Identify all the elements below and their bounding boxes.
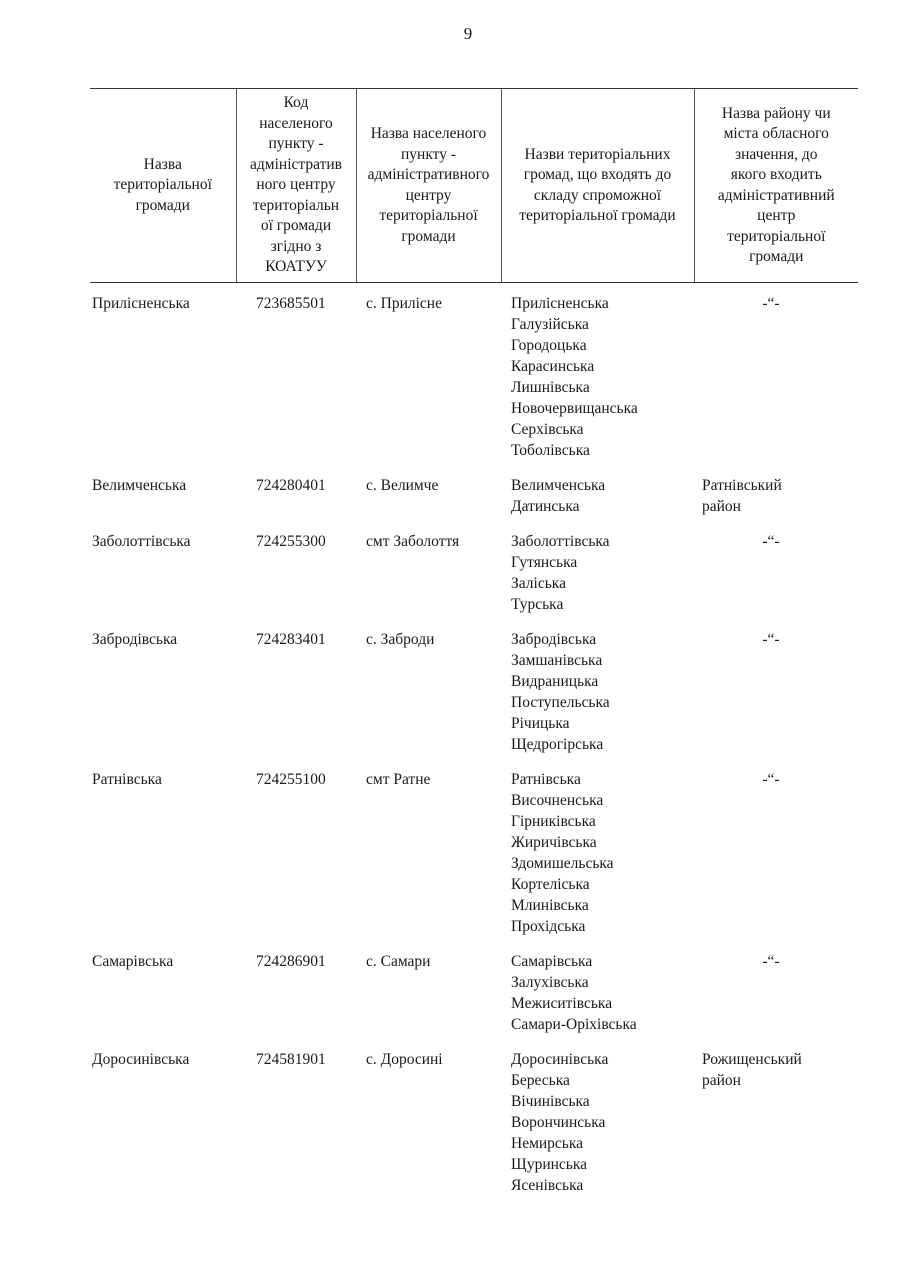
member-community: Жиричівська [511, 834, 597, 851]
koatuu-code-cell: 724283401 [256, 631, 326, 648]
member-community: Залухівська [511, 974, 589, 991]
header-community-name [90, 89, 236, 283]
member-community: Немирська [511, 1135, 584, 1152]
header-line: згідно з [270, 237, 322, 255]
table-body [90, 283, 858, 1211]
member-community: Поступельська [511, 694, 610, 711]
district-ditto-mark [694, 283, 858, 476]
member-community: Щуринська [511, 1156, 588, 1173]
community-name-cell: Велимченська [92, 477, 187, 494]
district-line: -“- [762, 295, 780, 312]
header-line: пункту - [268, 135, 324, 153]
member-communities-cell [501, 1049, 694, 1210]
member-community: Річицька [511, 715, 570, 732]
table-row [90, 531, 858, 629]
member-community: Карасинська [511, 358, 595, 375]
member-community: Галузійська [511, 316, 589, 333]
koatuu-code-cell: 724581901 [256, 1051, 326, 1068]
header-line: ої громади [260, 217, 332, 235]
member-community: Ворончинська [511, 1114, 606, 1131]
koatuu-code-cell: 724255100 [256, 771, 326, 788]
member-community: Самари-Оріхівська [511, 1016, 637, 1033]
district-line: -“- [762, 953, 780, 970]
member-community: Береська [511, 1072, 570, 1089]
community-name-cell: Забродівська [92, 631, 178, 648]
table-row [90, 769, 858, 951]
header-line: Назва району чи [721, 104, 831, 122]
community-name-cell: Ратнівська [92, 771, 162, 788]
header-line: значення, до [735, 145, 818, 163]
table-row [90, 475, 858, 531]
member-community: Замшанівська [511, 652, 603, 669]
community-name-cell: Прилісненська [92, 295, 190, 312]
member-communities-cell [501, 283, 694, 476]
header-line: пункту - [400, 145, 457, 163]
member-community: Велимченська [511, 477, 606, 494]
member-community: Вічинівська [511, 1093, 590, 1110]
header-line: територіальної [113, 176, 212, 194]
district-ditto-mark [694, 769, 858, 951]
header-line: територіальної громади [519, 207, 676, 224]
admin-center-cell: с. Велимче [366, 477, 439, 494]
admin-center-cell: с. Самари [366, 953, 431, 970]
header-line: складу спроможної [533, 186, 662, 204]
member-community: Тоболівська [511, 442, 590, 459]
table-row [90, 629, 858, 769]
header-line: територіальної [727, 227, 826, 245]
koatuu-code-cell: 724280401 [256, 477, 326, 494]
header-line: Назви територіальних [524, 145, 671, 163]
district-line: Рожищенський [702, 1051, 802, 1068]
koatuu-code-cell: 724255300 [256, 533, 326, 550]
header-line: територіальн [252, 196, 340, 214]
header-line: адміністративного [367, 166, 490, 183]
header-line: громад, що входять до [523, 166, 672, 183]
page-number: 9 [463, 24, 473, 43]
header-line: ного центру [256, 176, 336, 194]
district-cell [694, 1049, 858, 1210]
district-line: -“- [762, 631, 780, 648]
table-row [90, 951, 858, 1049]
header-member-communities [501, 89, 694, 283]
district-line: район [702, 1072, 741, 1089]
member-community: Височненська [511, 792, 604, 809]
member-community: Датинська [511, 498, 580, 515]
member-community: Гутянська [511, 554, 578, 571]
header-district [694, 89, 858, 283]
district-line: Ратнівський [702, 477, 782, 494]
member-communities-cell [501, 951, 694, 1049]
member-communities-cell [501, 629, 694, 769]
header-line: населеного [259, 114, 333, 132]
header-line: громади [135, 196, 190, 214]
header-line: Код [283, 94, 309, 112]
table-row [90, 1049, 858, 1210]
header-line: Назва [143, 155, 182, 173]
community-name-cell: Доросинівська [92, 1051, 190, 1068]
member-community: Прилісненська [511, 295, 609, 312]
member-community: Кортеліська [511, 876, 590, 893]
admin-center-cell: с. Прилісне [366, 295, 442, 312]
header-koatuu-code [236, 89, 356, 283]
member-community: Ратнівська [511, 771, 581, 788]
member-community: Ясенівська [511, 1177, 584, 1194]
member-community: Самарівська [511, 953, 593, 970]
district-ditto-mark [694, 531, 858, 629]
header-line: якого входить [730, 166, 822, 183]
header-line: міста обласного [723, 125, 829, 142]
member-communities-cell [501, 531, 694, 629]
member-community: Гірниківська [511, 813, 596, 830]
header-admin-center-name [356, 89, 501, 283]
member-community: Видраницька [511, 673, 599, 690]
member-community: Новочервищанська [511, 400, 638, 417]
member-community: Млинівська [511, 897, 589, 914]
header-line: Назва населеного [370, 125, 487, 142]
header-line: громади [749, 248, 804, 265]
district-cell [694, 475, 858, 531]
member-community: Прохідська [511, 918, 586, 935]
community-name-cell: Самарівська [92, 953, 174, 970]
district-ditto-mark [694, 951, 858, 1049]
header-line: громади [401, 227, 456, 245]
admin-center-cell: смт Ратне [366, 771, 431, 788]
district-line: -“- [762, 771, 780, 788]
header-line: територіальної [379, 207, 478, 224]
table-header-row [90, 89, 858, 283]
district-ditto-mark [694, 629, 858, 769]
table-row [90, 283, 858, 476]
header-line: адміністративний [717, 186, 835, 204]
member-community: Серхівська [511, 421, 584, 438]
district-line: район [702, 498, 741, 515]
member-community: Забродівська [511, 631, 597, 648]
member-communities-cell [501, 475, 694, 531]
admin-center-cell: с. Доросині [366, 1051, 443, 1068]
admin-center-cell: с. Заброди [366, 631, 435, 648]
member-community: Заліська [511, 575, 566, 592]
koatuu-code-cell: 723685501 [256, 295, 326, 312]
admin-center-cell: смт Заболоття [366, 533, 460, 550]
communities-table [90, 88, 858, 1210]
community-name-cell: Заболоттівська [92, 533, 191, 550]
header-line: адміністратив [250, 155, 342, 173]
member-community: Межиситівська [511, 995, 613, 1012]
district-line: -“- [762, 533, 780, 550]
member-community: Заболоттівська [511, 533, 610, 550]
koatuu-code-cell: 724286901 [256, 953, 326, 970]
member-community: Доросинівська [511, 1051, 609, 1068]
member-community: Городоцька [511, 337, 587, 354]
header-line: центру [405, 186, 452, 204]
member-community: Щедрогірська [511, 736, 604, 753]
member-community: Здомишельська [511, 855, 614, 872]
header-line: центр [757, 207, 796, 224]
member-community: Лишнівська [511, 379, 590, 396]
header-line: КОАТУУ [265, 258, 327, 276]
member-communities-cell [501, 769, 694, 951]
member-community: Турська [511, 596, 564, 613]
